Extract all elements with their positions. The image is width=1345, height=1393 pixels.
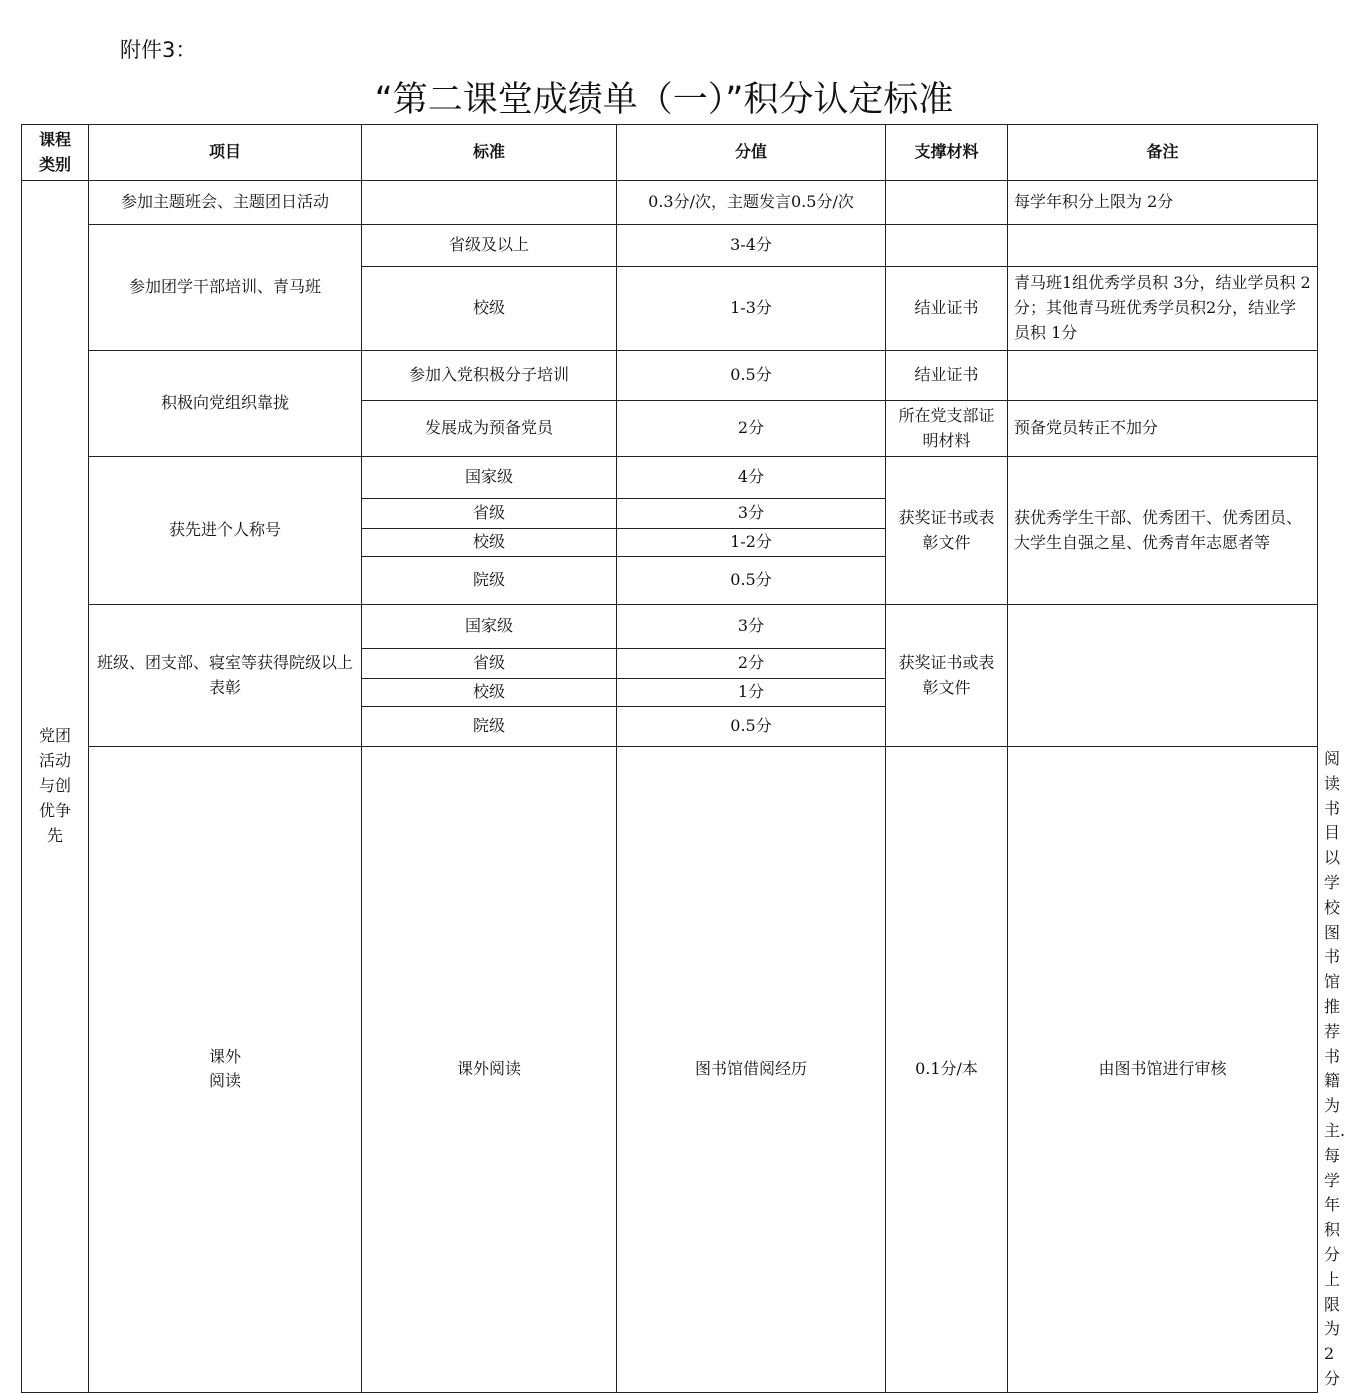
header-material: 支撑材料 [886, 125, 1008, 181]
score-cell: 1-2分 [617, 529, 886, 557]
material-cell [886, 181, 1008, 225]
standard-cell: 参加入党积极分子培训 [362, 351, 617, 401]
score-cell: 2分 [617, 649, 886, 679]
note-cell: 预备党员转正不加分 [1008, 401, 1318, 457]
category-party: 党团 活动 与创 优争 先 [22, 181, 89, 1393]
standard-cell [362, 181, 617, 225]
standard-cell: 院级 [362, 707, 617, 747]
table-row [22, 225, 1318, 267]
material-cell: 结业证书 [886, 267, 1008, 351]
standard-cell: 图书馆借阅经历 [617, 747, 886, 1393]
standard-cell: 校级 [362, 529, 617, 557]
material-cell: 由图书馆进行审核 [1008, 747, 1318, 1393]
category-reading: 课外 阅读 [89, 747, 362, 1393]
score-cell: 0.5分 [617, 557, 886, 605]
score-cell: 1-3分 [617, 267, 886, 351]
table-row [22, 181, 1318, 225]
header-standard: 标准 [362, 125, 617, 181]
standard-cell: 省级及以上 [362, 225, 617, 267]
note-cell [1008, 605, 1318, 747]
header-item: 项目 [89, 125, 362, 181]
header-row [22, 125, 1318, 181]
document-title: “第二课堂成绩单（一）”积分认定标准 [374, 80, 954, 120]
note-cell: 获优秀学生干部、优秀团干、优秀团员、大学生自强之星、优秀青年志愿者等 [1008, 457, 1318, 605]
material-cell: 获奖证书或表彰文件 [886, 605, 1008, 747]
item-cell: 获先进个人称号 [89, 457, 362, 605]
header-score: 分值 [617, 125, 886, 181]
note-cell: 每学年积分上限为 2分 [1008, 181, 1318, 225]
item-cell: 班级、团支部、寝室等获得院级以上表彰 [89, 605, 362, 747]
material-cell [886, 225, 1008, 267]
standard-cell: 国家级 [362, 605, 617, 649]
score-cell: 3-4分 [617, 225, 886, 267]
table-row [22, 351, 1318, 401]
standard-cell: 校级 [362, 267, 617, 351]
header-note: 备注 [1008, 125, 1318, 181]
item-cell: 参加团学干部培训、青马班 [89, 225, 362, 351]
standard-cell: 省级 [362, 649, 617, 679]
standard-cell: 院级 [362, 557, 617, 605]
standard-cell: 国家级 [362, 457, 617, 499]
material-cell: 结业证书 [886, 351, 1008, 401]
standard-cell: 省级 [362, 499, 617, 529]
table-row [22, 457, 1318, 499]
table-row [22, 605, 1318, 649]
score-cell: 1分 [617, 679, 886, 707]
score-cell: 0.5分 [617, 351, 886, 401]
material-cell: 获奖证书或表彰文件 [886, 457, 1008, 605]
item-cell: 课外阅读 [362, 747, 617, 1393]
score-cell: 0.1分/本 [886, 747, 1008, 1393]
attachment-label: 附件3： [120, 38, 197, 62]
material-cell: 所在党支部证明材料 [886, 401, 1008, 457]
note-cell [1008, 351, 1318, 401]
standard-cell: 发展成为预备党员 [362, 401, 617, 457]
scoring-standard-table [21, 124, 1345, 1393]
item-cell: 积极向党组织靠拢 [89, 351, 362, 457]
note-cell [1008, 225, 1318, 267]
standard-cell: 校级 [362, 679, 617, 707]
score-cell: 0.5分 [617, 707, 886, 747]
score-cell: 3分 [617, 499, 886, 529]
table-row: 课外 阅读 课外阅读 图书馆借阅经历 0.1分/本 由图书馆进行审核 阅读书目以学校图书馆推荐书籍为主.每学年积分上限为2分 [22, 747, 1318, 1393]
score-cell: 3分 [617, 605, 886, 649]
score-cell: 4分 [617, 457, 886, 499]
note-cell: 青马班1组优秀学员积 3分，结业学员积 2分；其他青马班优秀学员积2分，结业学员积 1分 [1008, 267, 1318, 351]
score-cell: 0.3分/次，主题发言0.5分/次 [617, 181, 886, 225]
item-cell: 参加主题班会、主题团日活动 [89, 181, 362, 225]
header-category: 课程 类别 [22, 125, 89, 181]
score-cell: 2分 [617, 401, 886, 457]
